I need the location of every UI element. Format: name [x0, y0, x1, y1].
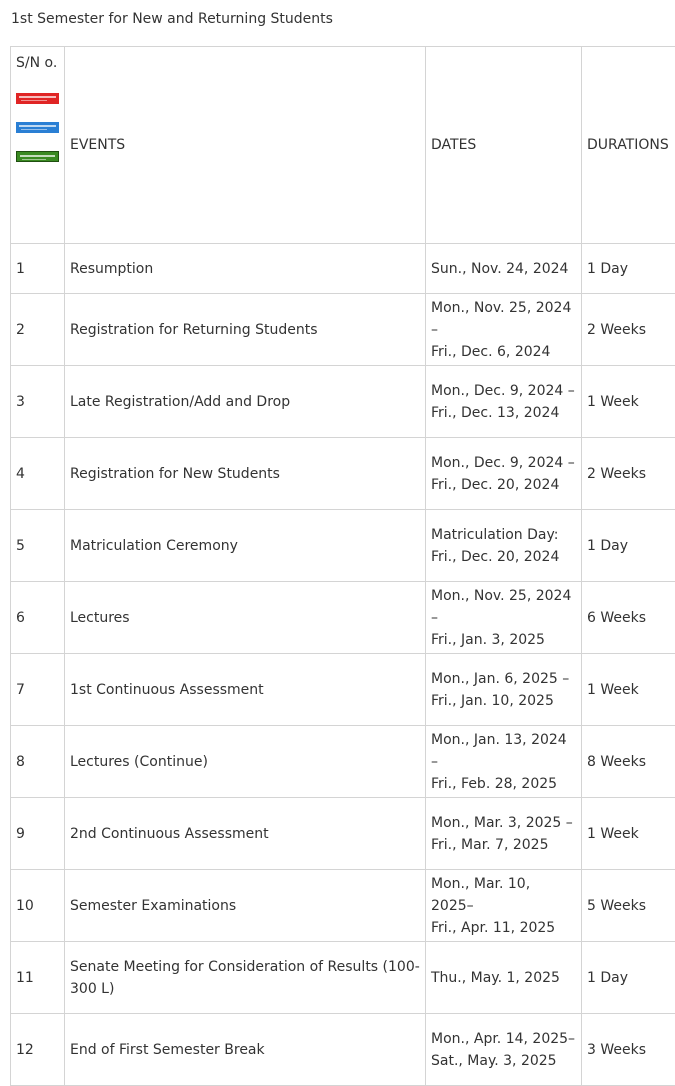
dates-cell [426, 798, 582, 870]
table-row [11, 942, 675, 1014]
sn-cell: 8 [11, 726, 65, 798]
table-row [11, 582, 675, 654]
event-text: Lectures (Continue) [70, 751, 420, 773]
table-row [11, 366, 675, 438]
table-row [11, 1014, 675, 1086]
sn-cell: 12 [11, 1014, 65, 1086]
dates-text: Mon., Mar. 10, 2025– Fri., Apr. 11, 2025 [431, 873, 576, 939]
event-text: Resumption [70, 258, 420, 280]
event-cell [65, 1014, 426, 1086]
table-row [11, 654, 675, 726]
event-cell [65, 244, 426, 294]
event-text: Lectures [70, 607, 420, 629]
table-row [11, 870, 675, 942]
event-text: 1st Continuous Assessment [70, 679, 420, 701]
durations-header: DURATIONS [582, 47, 675, 244]
sn-cell: 6 [11, 582, 65, 654]
sn-cell: 3 [11, 366, 65, 438]
dates-text: Mon., Dec. 9, 2024 – Fri., Dec. 13, 2024 [431, 380, 576, 424]
dates-text: Thu., May. 1, 2025 [431, 967, 576, 989]
dates-text: Mon., Dec. 9, 2024 – Fri., Dec. 20, 2024 [431, 452, 576, 496]
dates-cell [426, 1014, 582, 1086]
dates-header: DATES [426, 47, 582, 244]
sn-header: S/N o. [16, 53, 59, 73]
duration-cell: 5 Weeks [582, 870, 675, 942]
sn-cell: 4 [11, 438, 65, 510]
event-text: Registration for Returning Students [70, 319, 420, 341]
duration-cell: 3 Weeks [582, 1014, 675, 1086]
event-text: Senate Meeting for Consideration of Results (100-300 L) [70, 956, 420, 1000]
event-cell [65, 366, 426, 438]
event-cell [65, 870, 426, 942]
event-text: 2nd Continuous Assessment [70, 823, 420, 845]
event-text: End of First Semester Break [70, 1039, 420, 1061]
dates-text: Mon., Jan. 6, 2025 – Fri., Jan. 10, 2025 [431, 668, 576, 712]
green-legend-image [16, 151, 59, 162]
duration-cell: 1 Day [582, 942, 675, 1014]
dates-text: Mon., Apr. 14, 2025– Sat., May. 3, 2025 [431, 1028, 576, 1072]
dates-cell [426, 654, 582, 726]
dates-text: Mon., Mar. 3, 2025 – Fri., Mar. 7, 2025 [431, 812, 576, 856]
dates-cell [426, 726, 582, 798]
event-cell [65, 942, 426, 1014]
event-text: Late Registration/Add and Drop [70, 391, 420, 413]
table-row [11, 294, 675, 366]
duration-cell: 1 Week [582, 366, 675, 438]
duration-cell: 1 Day [582, 244, 675, 294]
dates-cell [426, 294, 582, 366]
sn-header-cell [11, 47, 65, 244]
table-row [11, 244, 675, 294]
dates-text: Matriculation Day: Fri., Dec. 20, 2024 [431, 524, 576, 568]
dates-text: Sun., Nov. 24, 2024 [431, 258, 576, 280]
table-header-row [11, 47, 675, 244]
table-row [11, 798, 675, 870]
table-row [11, 510, 675, 582]
dates-cell [426, 366, 582, 438]
duration-cell: 6 Weeks [582, 582, 675, 654]
event-text: Semester Examinations [70, 895, 420, 917]
dates-cell [426, 244, 582, 294]
duration-cell: 1 Day [582, 510, 675, 582]
duration-cell: 2 Weeks [582, 294, 675, 366]
sn-cell: 1 [11, 244, 65, 294]
event-cell [65, 438, 426, 510]
duration-cell: 1 Week [582, 798, 675, 870]
blue-legend-image [16, 122, 59, 133]
duration-cell: 8 Weeks [582, 726, 675, 798]
table-row [11, 438, 675, 510]
event-cell [65, 582, 426, 654]
dates-cell [426, 582, 582, 654]
sn-cell: 2 [11, 294, 65, 366]
dates-cell [426, 942, 582, 1014]
academic-calendar-table [10, 46, 675, 1086]
duration-cell: 1 Week [582, 654, 675, 726]
sn-cell: 7 [11, 654, 65, 726]
dates-cell [426, 438, 582, 510]
red-legend-image [16, 93, 59, 104]
sn-cell: 9 [11, 798, 65, 870]
dates-text: Mon., Nov. 25, 2024 – Fri., Dec. 6, 2024 [431, 297, 576, 363]
dates-cell [426, 510, 582, 582]
events-header: EVENTS [65, 47, 426, 244]
duration-cell: 2 Weeks [582, 438, 675, 510]
table-row [11, 726, 675, 798]
sn-cell: 10 [11, 870, 65, 942]
sn-cell: 11 [11, 942, 65, 1014]
event-cell [65, 510, 426, 582]
event-text: Registration for New Students [70, 463, 420, 485]
dates-cell [426, 870, 582, 942]
event-cell [65, 654, 426, 726]
table-caption: 1st Semester for New and Returning Students [11, 9, 333, 29]
event-cell [65, 294, 426, 366]
event-text: Matriculation Ceremony [70, 535, 420, 557]
dates-text: Mon., Jan. 13, 2024 – Fri., Feb. 28, 2025 [431, 729, 576, 795]
event-cell [65, 798, 426, 870]
event-cell [65, 726, 426, 798]
dates-text: Mon., Nov. 25, 2024 – Fri., Jan. 3, 2025 [431, 585, 576, 651]
sn-cell: 5 [11, 510, 65, 582]
